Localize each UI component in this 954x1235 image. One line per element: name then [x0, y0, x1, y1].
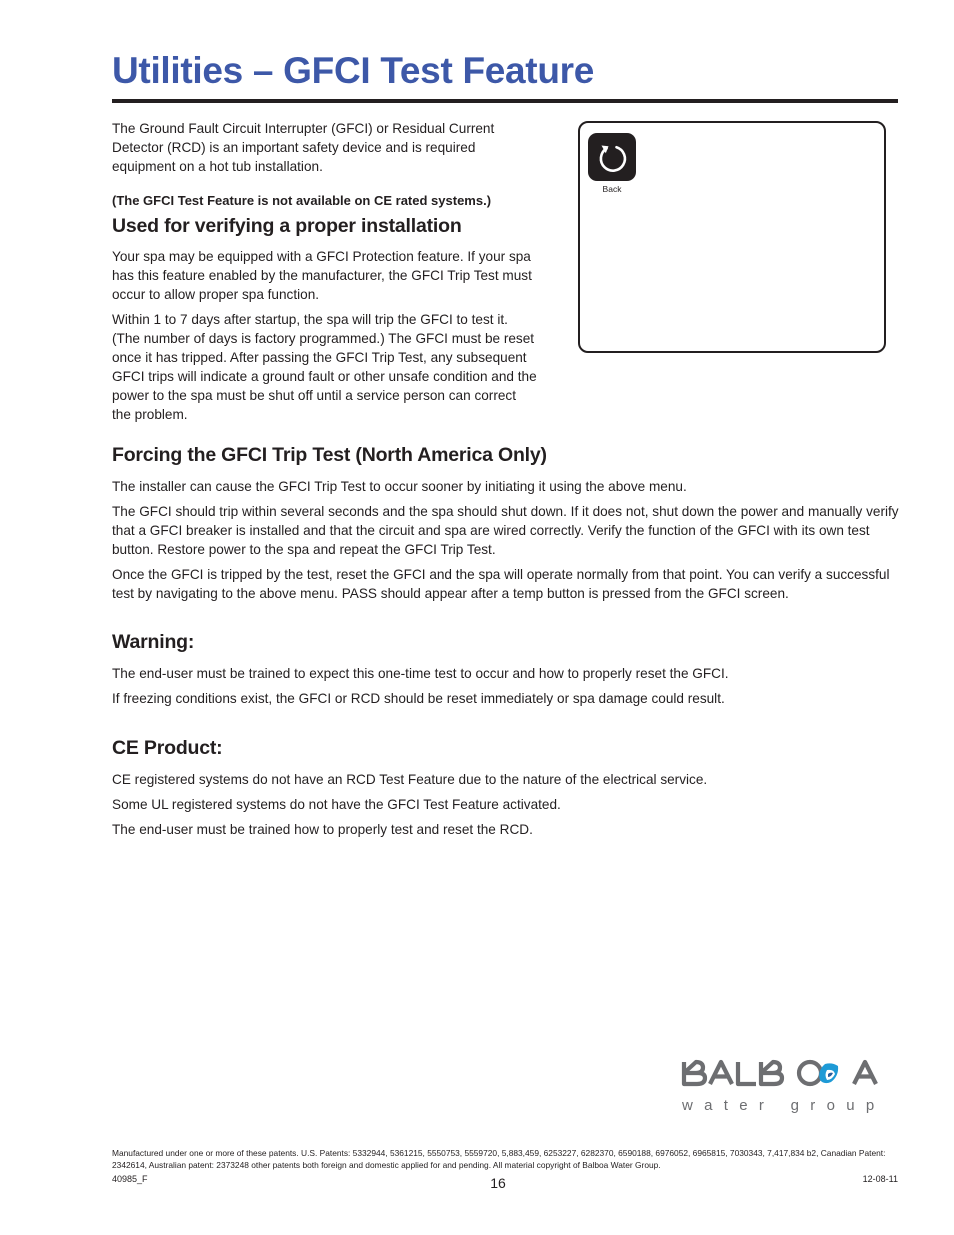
document-number: 40985_F — [112, 1174, 148, 1184]
warning-paragraph-1: The end-user must be trained to expect this one-time test to occur and how to properly reset the GFCI. — [112, 666, 729, 681]
page-number: 16 — [490, 1175, 506, 1191]
ce-paragraph-3: The end-user must be trained how to properly test and reset the RCD. — [112, 822, 533, 837]
back-arrow-icon — [593, 138, 631, 176]
control-panel-screen — [578, 121, 886, 353]
ce-paragraph-1: CE registered systems do not have an RCD Test Feature due to the nature of the electrical service. — [112, 772, 708, 787]
patent-notice: Manufactured under one or more of these patents. U.S. Patents: 5332944, 5361215, 5550753, 5559720, 5,883,459, 6253227, 6282370, 6590188, 6976052, 6965815, 7030343, 7,417,834 b2, Canadian Patent: 2342614, Australian patent: 2373248 other patents both foreign and domestic applied for and pending. All material copyright of Balboa Water Group. — [112, 1148, 886, 1170]
heading-verify: Used for verifying a proper installation — [112, 215, 462, 237]
ce-note: (The GFCI Test Feature is not available on CE rated systems.) — [112, 193, 492, 208]
page-title: Utilities – GFCI Test Feature — [112, 50, 595, 91]
verify-paragraph-1: Your spa may be equipped with a GFCI Protection feature. If your spa has this feature enabled by the manufacturer, the GFCI Trip Test must occur to allow proper spa function. — [112, 249, 532, 302]
intro-paragraph: The Ground Fault Circuit Interrupter (GFCI) or Residual Current Detector (RCD) is an important safety device and is required equipment on a hot tub installation. — [112, 121, 495, 174]
logo-tagline: water group — [682, 1097, 886, 1114]
warning-paragraph-2: If freezing conditions exist, the GFCI or RCD should be reset immediately or spa damage could result. — [112, 691, 725, 706]
forcing-paragraph-2: The GFCI should trip within several seconds and the spa should shut down. If it does not, shut down the power and manually verify that a GFCI breaker is installed and that the circuit and spa are wired correctly. Verify the function of the GFCI with its own test button. Restore power to the spa and repeat the GFCI Trip Test. — [112, 504, 899, 557]
back-label: Back — [602, 184, 622, 194]
back-button[interactable] — [588, 133, 636, 181]
document-date: 12-08-11 — [862, 1174, 898, 1184]
verify-paragraph-2: Within 1 to 7 days after startup, the spa will trip the GFCI to test it. (The number of days is factory programmed.) The GFCI must be reset once it has tripped. After passing the GFCI Trip Test, any subsequent GFCI trips will indicate a ground fault or other unsafe condition and the power to the spa must be shut off until a service person can correct the problem. — [112, 312, 537, 422]
forcing-paragraph-1: The installer can cause the GFCI Trip Test to occur sooner by initiating it using the above menu. — [112, 479, 687, 494]
heading-ce-product: CE Product: — [112, 737, 223, 759]
heading-forcing: Forcing the GFCI Trip Test (North America Only) — [112, 444, 547, 466]
heading-warning: Warning: — [112, 631, 195, 653]
title-rule — [112, 99, 898, 103]
ce-paragraph-2: Some UL registered systems do not have the GFCI Test Feature activated. — [112, 797, 561, 812]
forcing-paragraph-3: Once the GFCI is tripped by the test, reset the GFCI and the spa will operate normally from that point. You can verify a successful test by navigating to the above menu. PASS should appear after a temp button is pressed from the GFCI screen. — [112, 567, 890, 601]
balboa-logo — [680, 1058, 900, 1120]
